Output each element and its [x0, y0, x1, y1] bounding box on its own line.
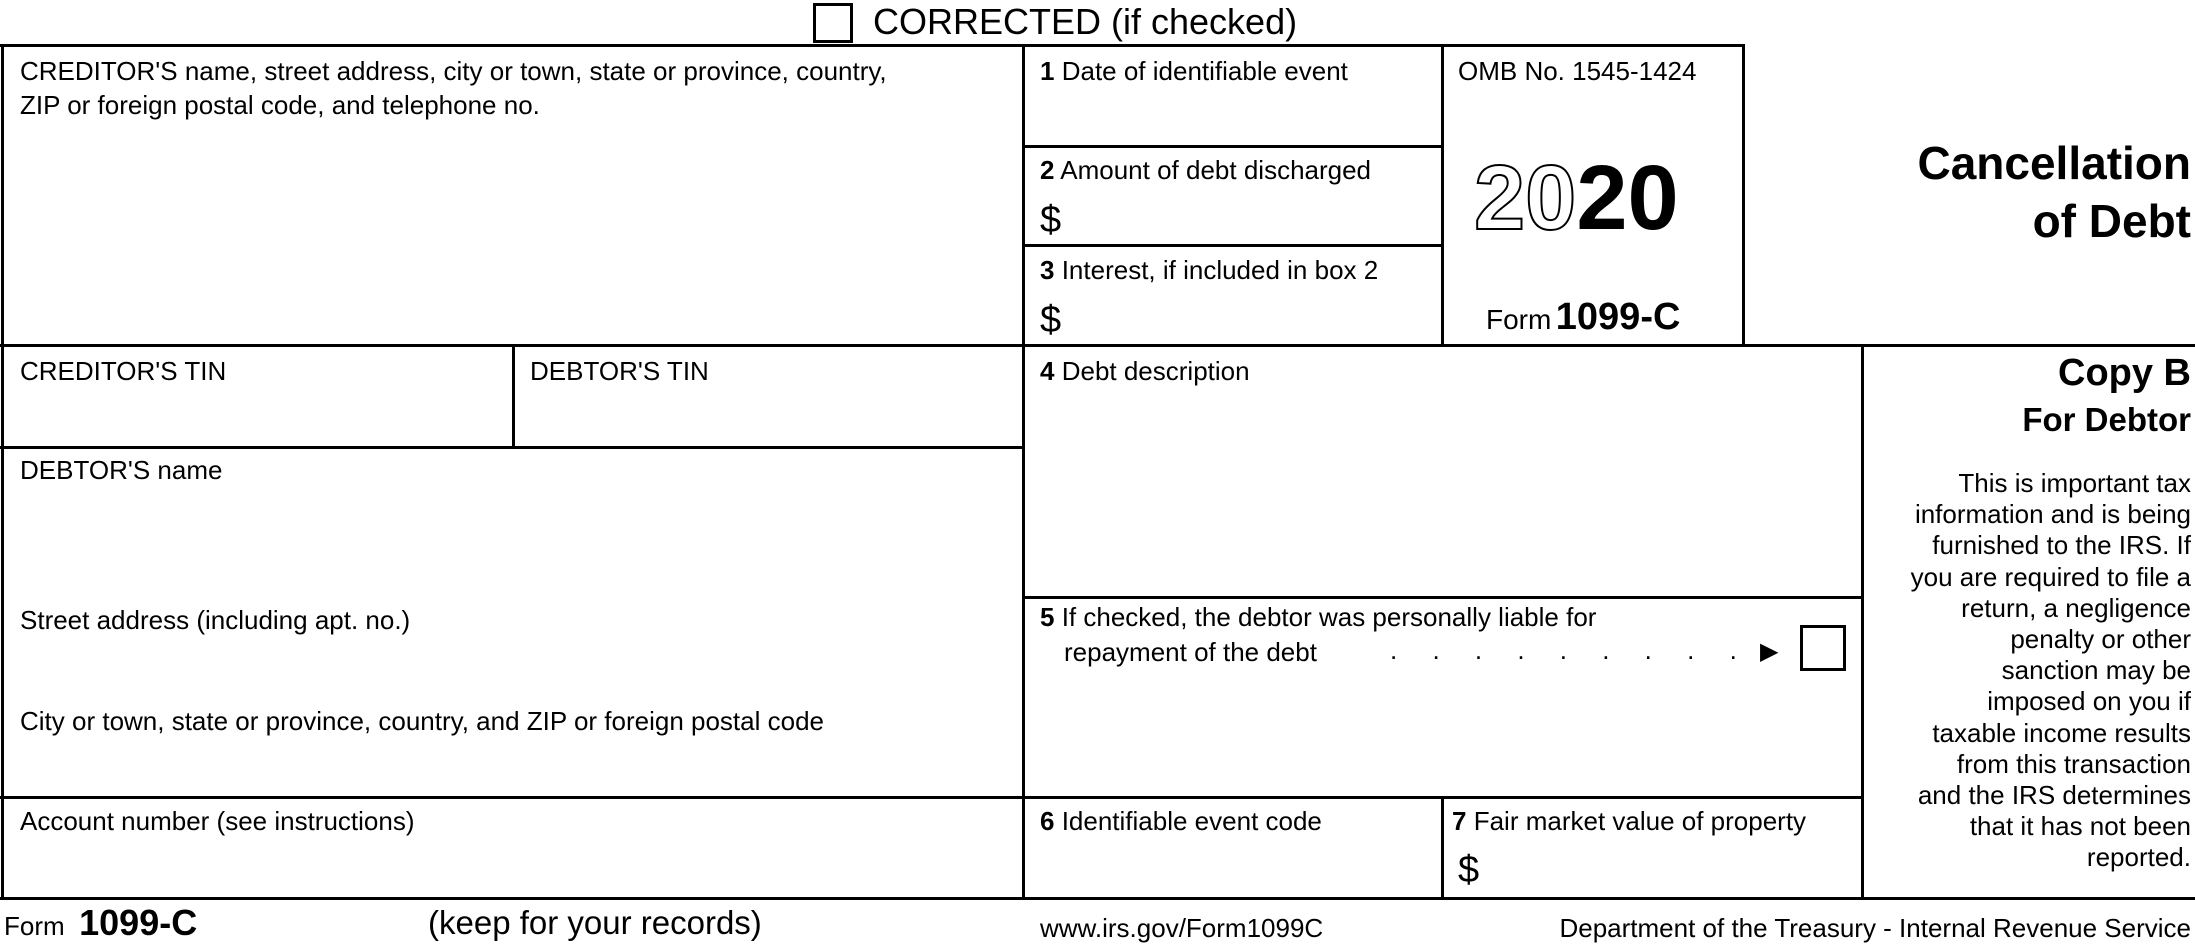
copy-notice-line: furnished to the IRS. If [1932, 530, 2191, 561]
creditor-tin-label: CREDITOR'S TIN [20, 356, 227, 386]
creditor-field[interactable] [4, 124, 1020, 342]
form-title [1771, 134, 2191, 250]
account-number-label: Account number (see instructions) [20, 806, 415, 836]
divider-col-main [1022, 44, 1025, 900]
box3-field[interactable] [1070, 296, 1438, 342]
copy-notice-line: and the IRS determines [1917, 780, 2191, 811]
box5-label-line1: 5 If checked, the debtor was personally liable for [1040, 602, 1597, 632]
arrow-right-icon: ▶ [1760, 638, 1779, 665]
footer-keep-records: (keep for your records) [428, 904, 762, 941]
bottom-border [0, 897, 2195, 900]
box3-dollar: $ [1040, 299, 1062, 341]
account-number-field[interactable] [4, 840, 1020, 896]
divider-box4 [1022, 596, 1864, 599]
divider-tin [512, 344, 515, 448]
box1-field[interactable] [1026, 90, 1440, 144]
tax-year-bold: 20 [1576, 147, 1679, 249]
copy-notice-line: from this transaction [1956, 748, 2191, 779]
debtor-tin-field[interactable] [516, 390, 1020, 444]
debtor-name-field[interactable] [4, 490, 1020, 600]
box6-field[interactable] [1026, 840, 1440, 896]
form-title-line2: of Debt [2032, 195, 2191, 247]
footer-url: www.irs.gov/Form1099C [1040, 913, 1324, 943]
debtor-city-field[interactable] [4, 740, 1020, 794]
creditor-tin-field[interactable] [4, 390, 510, 444]
copy-notice-line: This is important tax [1958, 468, 2191, 498]
debtor-tin-label: DEBTOR'S TIN [530, 356, 709, 386]
divider-tin-bottom [0, 446, 1025, 449]
copy-notice-line: sanction may be [2001, 655, 2191, 686]
box3-label: 3 Interest, if included in box 2 [1040, 255, 1379, 285]
debtor-street-field[interactable] [4, 640, 1020, 696]
divider-row-account [0, 796, 1864, 799]
creditor-label-line2: ZIP or foreign postal code, and telephone no. [20, 90, 540, 120]
box5-label-line2: repayment of the debt [1064, 637, 1317, 667]
box2-field[interactable] [1070, 196, 1438, 242]
box4-field[interactable] [1026, 392, 1860, 594]
tax-year-outline: 20 [1474, 147, 1577, 249]
box6-label: 6 Identifiable event code [1040, 806, 1322, 836]
copy-notice-line: information and is being [1914, 499, 2191, 530]
box2-label: 2 Amount of debt discharged [1040, 155, 1372, 185]
copy-notice [1861, 468, 2191, 874]
box2-dollar: $ [1040, 199, 1062, 241]
copy-notice-line: reported. [2086, 842, 2191, 873]
copy-notice-line: penalty or other [2010, 624, 2191, 655]
box5-liable-checkbox[interactable] [1800, 625, 1846, 671]
divider-row-top [0, 344, 2195, 347]
box7-label: 7 Fair market value of property [1452, 806, 1807, 836]
debtor-street-label: Street address (including apt. no.) [20, 605, 411, 635]
copy-notice-line: return, a negligence [1961, 592, 2191, 623]
corrected-checkbox[interactable] [813, 3, 853, 43]
copy-notice-line: that it has not been [1969, 811, 2191, 842]
footer-department: Department of the Treasury - Internal Revenue Service [1559, 913, 2191, 943]
omb-form-label: Form 1099-C [1486, 296, 1681, 338]
creditor-label-line1: CREDITOR'S name, street address, city or town, state or province, country, [20, 56, 887, 86]
debtor-city-label: City or town, state or province, country, and ZIP or foreign postal code [20, 706, 824, 736]
box4-label: 4 Debt description [1040, 356, 1250, 386]
debtor-name-label: DEBTOR'S name [20, 455, 223, 485]
copy-notice-line: you are required to file a [1910, 561, 2191, 592]
omb-number: OMB No. 1545-1424 [1458, 56, 1697, 86]
divider-box2 [1022, 244, 1444, 247]
copy-notice-line: imposed on you if [1987, 686, 2191, 717]
divider-box6 [1441, 796, 1444, 900]
divider-col-omb-right [1742, 44, 1745, 346]
copy-notice-line: taxable income results [1932, 717, 2191, 748]
top-border [0, 44, 1745, 47]
footer-form-label: Form 1099-C [4, 902, 198, 943]
tax-year [1474, 148, 1679, 248]
corrected-label: CORRECTED (if checked) [873, 1, 1298, 42]
divider-col-omb [1441, 44, 1444, 346]
copy-title: Copy B [2058, 352, 2191, 394]
form-title-line1: Cancellation [1917, 137, 2191, 189]
box1-label: 1 Date of identifiable event [1040, 56, 1348, 86]
divider-box1 [1022, 145, 1444, 148]
copy-subtitle: For Debtor [2022, 401, 2191, 438]
box7-dollar: $ [1458, 849, 1480, 891]
box7-field[interactable] [1490, 842, 1858, 896]
box5-leader-dots: . . . . . . . . . [1390, 635, 1751, 665]
